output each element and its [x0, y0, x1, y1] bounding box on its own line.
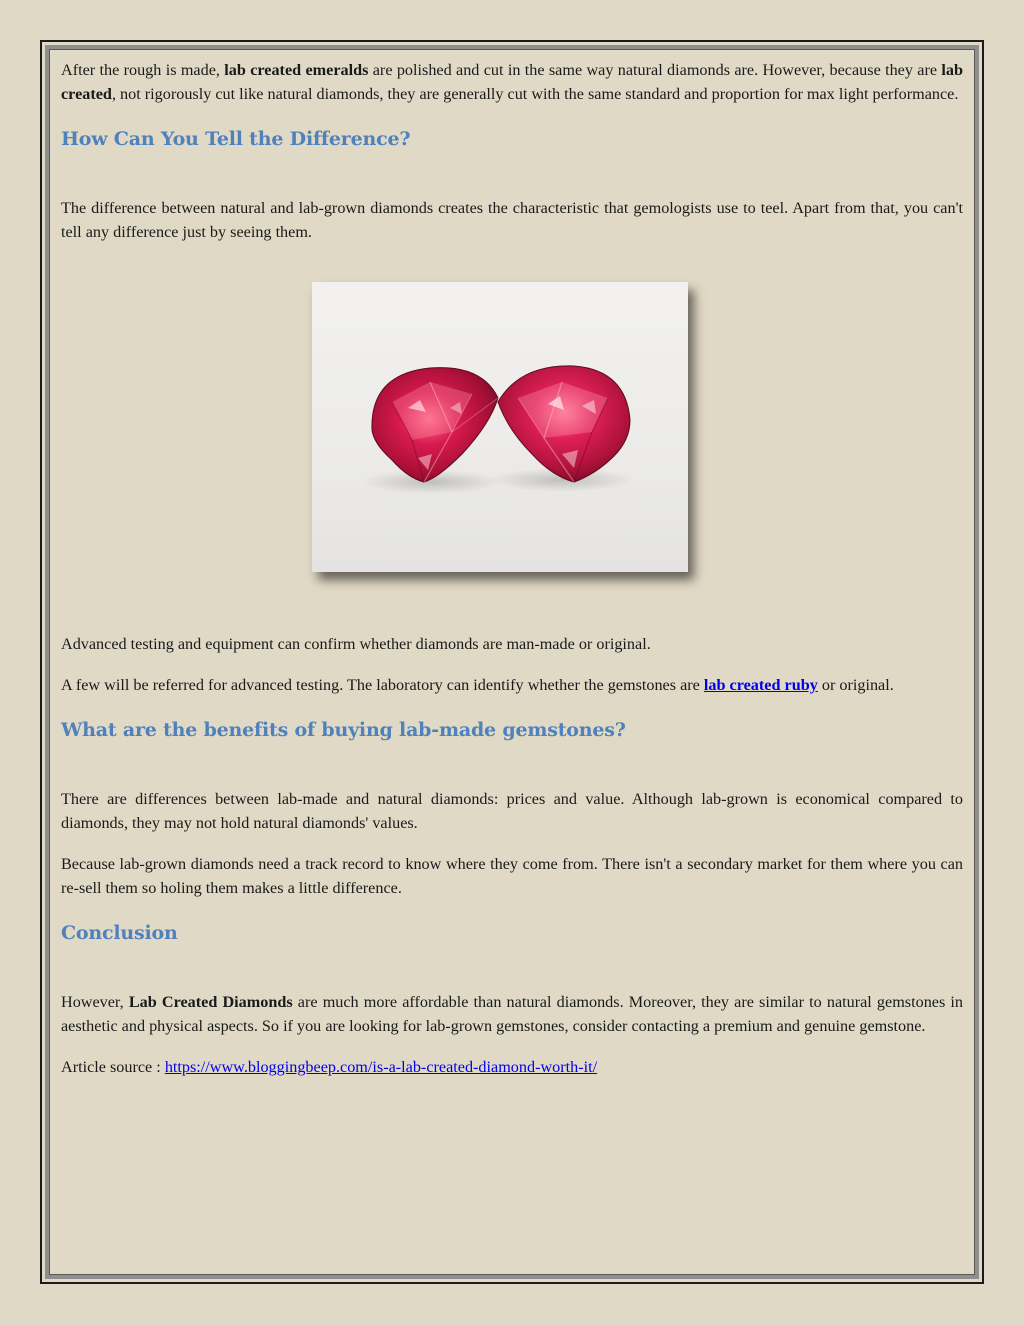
gemstone-photo	[312, 282, 688, 572]
bold-lab-created-emeralds: lab created emeralds	[224, 61, 369, 79]
heading-conclusion: Conclusion	[61, 922, 178, 944]
heading-benefits: What are the benefits of buying lab-made gemstones?	[61, 719, 626, 741]
paragraph-conclusion: However, Lab Created Diamonds are much more affordable than natural diamonds. Moreover, they are similar to natural gemstones in aesthetic and physical aspects. So if you are looking for lab-grown gemstones, consider contacting a premium and genuine gemstone.	[61, 993, 964, 1035]
ruby-right	[498, 366, 630, 482]
gemstone-figure	[312, 282, 688, 572]
paragraph-laboratory: A few will be referred for advanced testing. The laboratory can identify whether the gemstones are lab created ruby or original.	[61, 676, 894, 694]
paragraph-difference: The difference between natural and lab-grown diamonds creates the characteristic that gemologists use to teel. Apart from that, you can't tell any difference just by seeing them.	[61, 199, 963, 241]
link-article-source[interactable]: https://www.bloggingbeep.com/is-a-lab-created-diamond-worth-it/	[164, 1058, 598, 1076]
ruby-gems-illustration	[312, 282, 688, 572]
paragraph-advanced-testing: Advanced testing and equipment can confirm whether diamonds are man-made or original.	[61, 635, 651, 653]
article-source: Article source : https://www.bloggingbeep.com/is-a-lab-created-diamond-worth-it/	[61, 1058, 598, 1076]
bold-lab-created-diamonds: Lab Created Diamonds	[128, 993, 293, 1011]
article-content	[61, 58, 963, 1079]
paragraph-differences-prices: There are differences between lab-made and natural diamonds: prices and value. Although lab-grown is economical compared to diamonds, they may not hold natural diamonds' values.	[61, 790, 963, 832]
link-lab-created-ruby[interactable]: lab created ruby	[703, 676, 818, 694]
heading-tell-difference: How Can You Tell the Difference?	[61, 128, 411, 150]
bold-lab-created: lab created	[61, 61, 964, 103]
paragraph-track-record: Because lab-grown diamonds need a track record to know where they come from. There isn't a secondary market for them where you can re-sell them so holing them makes a little difference.	[61, 855, 963, 897]
paragraph-intro: After the rough is made, lab created emeralds are polished and cut in the same way natural diamonds are. However, because they are lab created, not rigorously cut like natural diamonds, they are generally cut with the same standard and proportion for max light performance.	[61, 61, 964, 103]
ruby-left	[372, 368, 498, 482]
